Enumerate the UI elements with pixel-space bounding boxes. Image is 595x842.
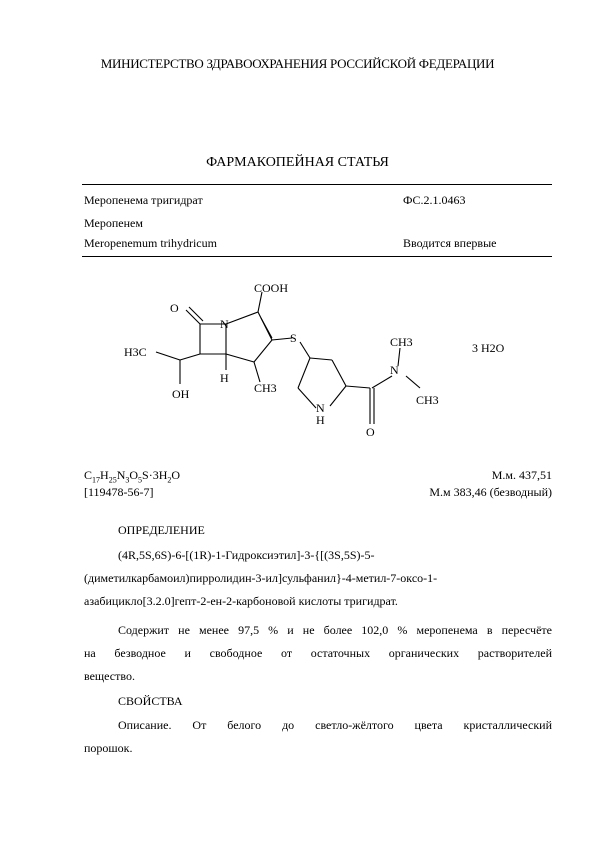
definition-line-1: (4R,5S,6S)-6-[(1R)-1-Гидроксиэтил]-3-{[(3S,5S)-5- xyxy=(118,548,375,562)
cas-number: [119478-56-7] xyxy=(84,485,154,499)
molecular-mass-anhydrous: М.м 383,46 (безводный) xyxy=(429,485,552,499)
struct-amide-o-label: O xyxy=(366,425,375,439)
struct-n-label: N xyxy=(220,317,229,331)
struct-oh-label: OH xyxy=(172,387,190,401)
ministry-header: МИНИСТЕРСТВО ЗДРАВООХРАНЕНИЯ РОССИЙСКОЙ ФЕДЕРАЦИИ xyxy=(100,56,495,71)
struct-ch3-right-label: CH3 xyxy=(416,393,439,407)
name-ru-short: Меропенем xyxy=(84,216,143,230)
definition-heading: ОПРЕДЕЛЕНИЕ xyxy=(118,523,205,537)
doc-type-title: ФАРМАКОПЕЙНАЯ СТАТЬЯ xyxy=(206,155,389,170)
definition-line-3: азабицикло[3.2.0]гепт-2-ен-2-карбоновой кислоты тригидрат. xyxy=(84,594,398,608)
status-text: Вводится впервые xyxy=(403,236,497,250)
name-latin: Meropenemum trihydricum xyxy=(84,236,217,250)
description-text: От белого до светло-жёлтого цвета кристаллический xyxy=(171,718,552,732)
struct-ch3-label: CH3 xyxy=(254,381,277,395)
definition-line-2: (диметилкарбамоил)пирролидин-3-ил]сульфанил}-4-метил-7-оксо-1- xyxy=(84,571,438,585)
structural-formula xyxy=(120,278,540,448)
content-line-1: Содержит не менее 97,5 % и не более 102,0 % меропенема в пересчёте xyxy=(118,623,552,637)
molecular-formula: $C_{17}H_{25}N_3O_5S\cdot 3H_2O$ xyxy=(84,468,181,485)
struct-o-label: O xyxy=(170,301,179,315)
struct-ch3-top-label: CH3 xyxy=(390,335,413,349)
hydrate-label: 3 H2O xyxy=(472,341,505,355)
struct-h3c-label: H3C xyxy=(124,345,147,359)
top-rule xyxy=(82,184,552,185)
bottom-rule xyxy=(82,256,552,257)
description-label: Описание. xyxy=(118,718,172,732)
struct-cooh-label: COOH xyxy=(254,281,289,295)
struct-nh-n-label: N xyxy=(316,401,325,415)
struct-amide-n-label: N xyxy=(390,363,399,377)
properties-heading: СВОЙСТВА xyxy=(118,694,183,708)
struct-s-label: S xyxy=(290,331,297,345)
name-ru: Меропенема тригидрат xyxy=(84,193,203,207)
article-code: ФС.2.1.0463 xyxy=(403,193,466,207)
content-line-2: на безводное и свободное от остаточных органических растворителей xyxy=(84,646,552,660)
struct-h-label: H xyxy=(220,371,229,385)
description-line-2: порошок. xyxy=(84,741,133,755)
content-line-3: вещество. xyxy=(84,669,135,683)
struct-nh-h-label: H xyxy=(316,413,325,427)
molecular-mass: М.м. 437,51 xyxy=(491,468,552,482)
description-line-1 xyxy=(118,714,552,737)
